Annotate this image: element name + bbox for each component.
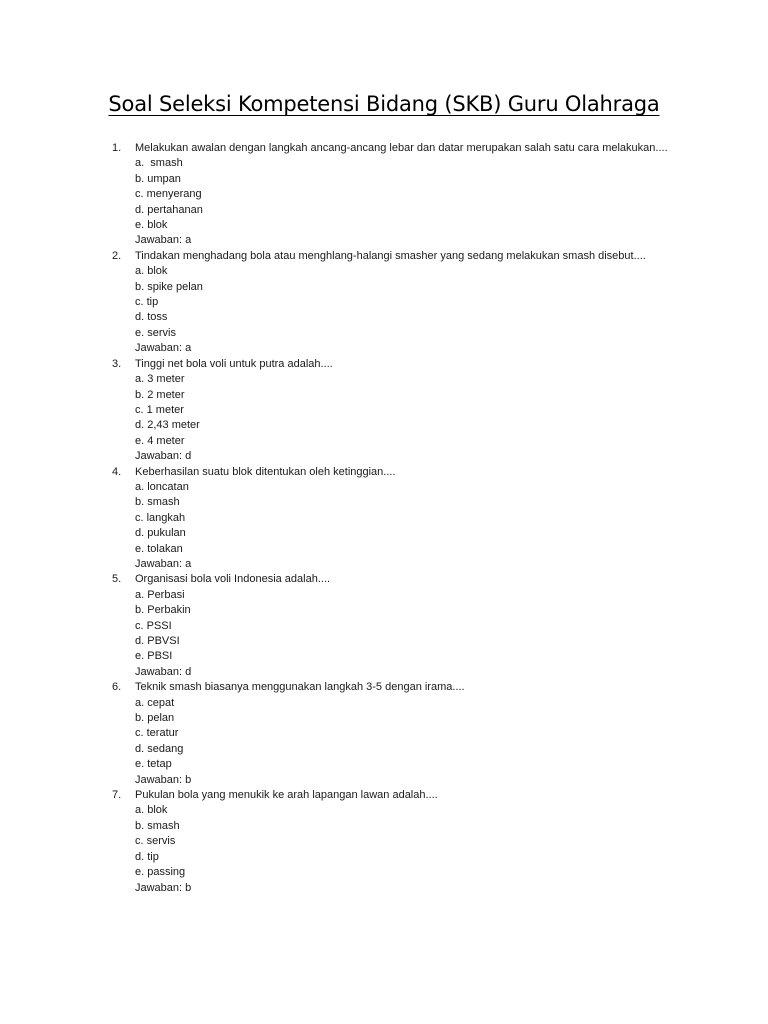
question-item-6 [0,680,768,788]
question-number: 7. [112,789,122,802]
answer-option: d. PBVSI [135,635,180,647]
answer-option: e. servis [135,326,176,339]
answer-option: d. pertahanan [135,203,203,216]
answer-option: a. loncatan [135,480,189,493]
answer-option: e. PBSI [135,650,173,663]
question-number: 3. [112,357,122,370]
answer-option: b. umpan [135,172,181,185]
question-text: Melakukan awalan dengan langkah ancang-ancang lebar dan datar merupakan salah satu cara melakukan.... [135,142,668,154]
answer-option: e. 4 meter [135,434,185,447]
question-list [0,141,768,896]
answer-option: d. toss [135,311,168,324]
question-text: Teknik smash biasanya menggunakan langkah 3-5 dengan irama.... [135,681,465,694]
answer-option: c. menyerang [135,188,202,201]
question-number: 2. [112,249,122,262]
answer-option: b. Perbakin [135,604,191,617]
answer-key: Jawaban: d [135,450,192,463]
answer-option: a. 3 meter [135,373,185,386]
answer-key: Jawaban: a [135,234,192,247]
answer-option: c. tip [135,296,159,309]
answer-option: a. smash [135,157,183,170]
answer-option: a. blok [135,804,168,817]
question-number: 6. [112,681,122,694]
question-text: Organisasi bola voli Indonesia adalah.... [135,573,331,586]
answer-option: d. tip [135,850,159,863]
answer-option: b. smash [135,496,180,509]
question-number: 1. [112,142,122,154]
answer-option: e. tolakan [135,542,183,555]
question-text: Tinggi net bola voli untuk putra adalah.... [135,357,333,370]
answer-option: c. servis [135,835,176,848]
question-text: Keberhasilan suatu blok ditentukan oleh ketinggian.... [135,465,396,478]
page-title-text: Soal Seleksi Kompetensi Bidang (SKB) Guru Olahraga [108,92,660,116]
answer-option: c. 1 meter [135,403,184,416]
question-item-4 [0,465,768,573]
answer-option: b. 2 meter [135,388,185,401]
question-item-7 [0,788,768,896]
question-number: 4. [112,465,122,478]
answer-option: e. tetap [135,758,172,771]
answer-option: a. Perbasi [135,588,185,601]
question-text: Tindakan menghadang bola atau menghlang-halangi smasher yang sedang melakukan smash disebut.... [135,249,646,262]
answer-key: Jawaban: b [135,773,192,786]
answer-option: a. cepat [135,696,175,709]
answer-option: d. 2,43 meter [135,419,200,432]
answer-key: Jawaban: b [135,881,192,894]
answer-option: d. sedang [135,742,184,755]
page-title [0,92,768,116]
answer-key: Jawaban: a [135,342,192,355]
question-item-3 [0,357,768,465]
answer-option: e. blok [135,219,168,232]
answer-option: d. pukulan [135,527,186,540]
answer-option: c. teratur [135,727,179,740]
answer-option: a. blok [135,265,168,278]
answer-key: Jawaban: d [135,665,192,678]
answer-option: b. pelan [135,712,175,725]
question-item-2 [0,249,768,357]
answer-option: b. smash [135,819,180,832]
question-text: Pukulan bola yang menukik ke arah lapangan lawan adalah.... [135,789,438,802]
answer-option: e. passing [135,866,186,879]
answer-option: c. PSSI [135,619,172,632]
answer-option: c. langkah [135,511,186,524]
answer-option: b. spike pelan [135,280,203,293]
question-item-5 [0,572,768,680]
answer-key: Jawaban: a [135,557,192,570]
question-number: 5. [112,573,122,586]
question-item-1 [0,141,768,249]
